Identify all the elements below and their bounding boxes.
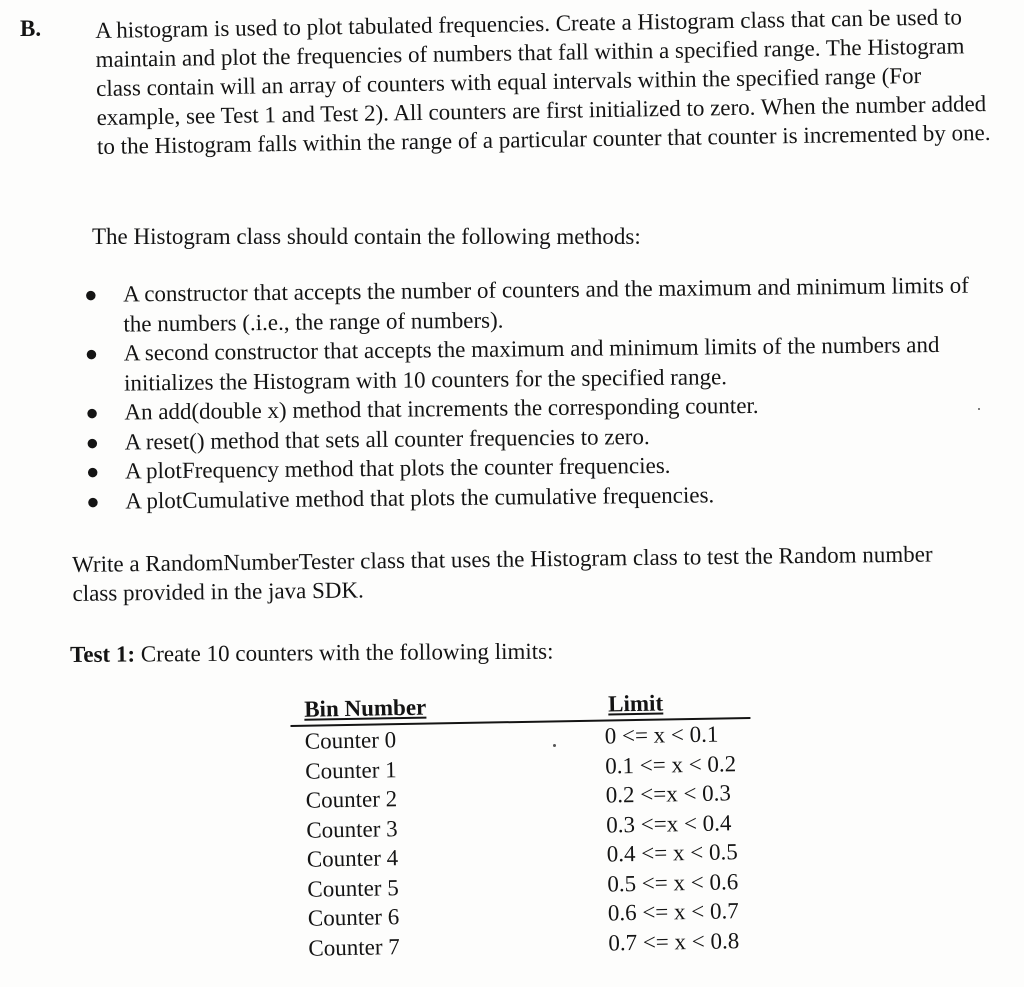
bin-name: Counter 7 <box>308 933 400 961</box>
methods-heading: The Histogram class should contain the following methods: <box>92 224 641 249</box>
methods-list <box>78 270 990 516</box>
test1-line <box>70 637 554 669</box>
bin-name: Counter 3 <box>306 815 398 843</box>
bin-name: Counter 0 <box>304 727 397 754</box>
method-text: A second constructor that accepts the maximum and minimum limits of the numbers and initializes the Histogram with 10 counters for the specified range. <box>123 331 940 396</box>
method-item <box>79 329 990 398</box>
bullet-icon: ● <box>84 340 99 366</box>
bin-limit: 0.7 <= x < 0.8 <box>608 927 740 955</box>
bin-limit: 0.6 <= x < 0.7 <box>607 898 739 926</box>
bins-table <box>290 689 755 963</box>
header-limit: Limit <box>607 690 664 717</box>
method-text: A plotCumulative method that plots the cumulative frequencies. <box>125 481 715 514</box>
scan-speck <box>978 408 980 410</box>
bin-limit: 0.3 <=x < 0.4 <box>606 809 732 837</box>
method-text: An add(double x) method that increments the corresponding counter. <box>124 392 759 425</box>
bin-name: Counter 5 <box>307 874 399 902</box>
bin-limit: 0 <= x < 0.1 <box>604 721 719 749</box>
test1-text: Create 10 counters with the following limits: <box>134 638 554 667</box>
bin-limit: 0.5 <= x < 0.6 <box>607 868 739 896</box>
bin-name: Counter 1 <box>305 756 397 784</box>
bullet-icon: ● <box>85 399 99 425</box>
bullet-icon: ● <box>85 429 100 455</box>
bullet-icon: ● <box>85 458 100 484</box>
method-text: A reset() method that sets all counter frequencies to zero. <box>124 423 650 455</box>
bullet-icon: ● <box>84 281 98 307</box>
tester-paragraph: Write a RandomNumberTester class that uses the Histogram class to test the Random number class provided in the java SDK. <box>72 541 933 606</box>
method-text: A constructor that accepts the number of counters and the maximum and minimum limits of the numbers (.i.e., the range of numbers). <box>123 272 969 337</box>
bin-name: Counter 2 <box>305 786 398 813</box>
bin-limit: 0.1 <= x < 0.2 <box>605 750 737 779</box>
bin-limit: 0.4 <= x < 0.5 <box>606 839 738 867</box>
scan-speck <box>553 744 556 747</box>
section-label: B. <box>20 16 42 41</box>
method-text: A plotFrequency method that plots the counter frequencies. <box>124 452 671 484</box>
method-item <box>78 270 989 339</box>
bin-name: Counter 6 <box>307 904 400 931</box>
bin-limit: 0.2 <=x < 0.3 <box>605 780 732 808</box>
test1-label: Test 1: <box>70 641 136 667</box>
bullet-icon: ● <box>86 488 100 514</box>
intro-paragraph: A histogram is used to plot tabulated frequencies. Create a Histogram class that can be used to maintain and plot the frequencies of numbers that fall within a specified range. The Histogram class contain will an array of counters with equal intervals within the specified range (For example, see Test 1 and Test 2). All counters are first initialized to zero. When the number added to the Histogram falls within the range of a particular counter that counter is incremented by one. <box>95 4 991 159</box>
bin-name: Counter 4 <box>306 845 399 872</box>
header-bin-number: Bin Number <box>303 694 427 722</box>
